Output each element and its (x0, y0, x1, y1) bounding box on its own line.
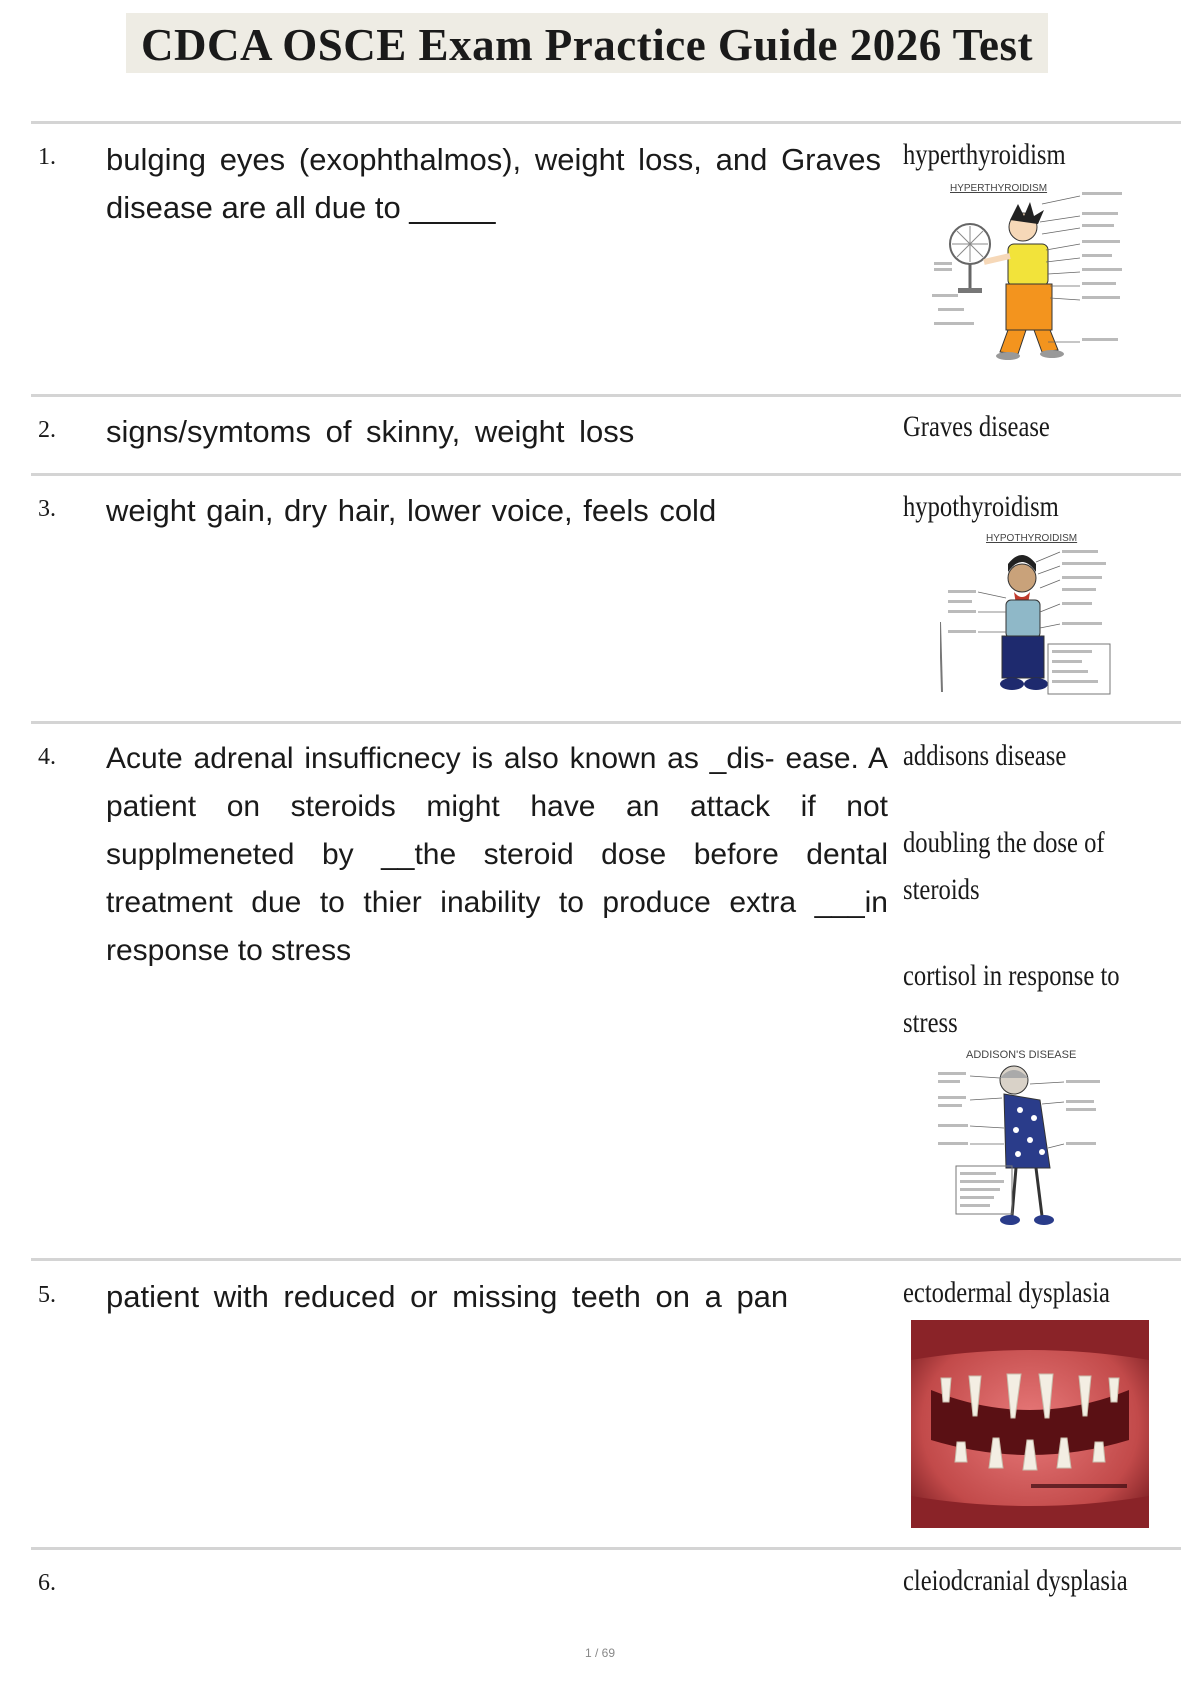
question-text: signs/symtoms of skinny, weight loss (106, 414, 635, 449)
divider (31, 473, 1181, 476)
answer-text: Graves disease (903, 410, 1050, 443)
item-number: 4. (38, 744, 56, 770)
page-indicator: 1 / 69 (584, 1646, 616, 1660)
divider (31, 1547, 1181, 1550)
figure-caption: HYPOTHYROIDISM (986, 533, 1078, 544)
divider (31, 1258, 1181, 1261)
answer-text: cortisol in response to (903, 959, 1120, 992)
item-number: 2. (38, 417, 56, 443)
answer-text: steroids (903, 873, 980, 906)
item-number: 3. (38, 496, 56, 522)
figure-caption: ADDISON'S DISEASE (966, 1049, 1077, 1061)
answer-text: ectodermal dysplasia (903, 1276, 1110, 1309)
divider (31, 121, 1181, 124)
answer-text: hyperthyroidism (903, 138, 1066, 171)
dental-photo-icon (911, 1320, 1149, 1528)
title-band (126, 13, 1048, 73)
item-number: 5. (38, 1282, 56, 1308)
divider (31, 394, 1181, 397)
answer-text: doubling the dose of (903, 826, 1105, 859)
page-title: CDCA OSCE Exam Practice Guide 2026 Test (141, 20, 1033, 70)
divider (31, 721, 1181, 724)
answer-text: cleiodcranial dysplasia (903, 1564, 1128, 1597)
hypothyroidism-figure-icon (940, 532, 1120, 702)
answer-text: stress (903, 1006, 958, 1039)
question-text: patient with reduced or missing teeth on a pan (106, 1279, 789, 1314)
answer-text: hypothyroidism (903, 490, 1059, 523)
answer-text: addisons disease (903, 739, 1067, 772)
item-number: 6. (38, 1570, 56, 1596)
addisons-figure-icon (930, 1048, 1130, 1238)
hyperthyroidism-figure-icon (930, 182, 1130, 372)
figure-caption: HYPERTHYROIDISM (950, 183, 1048, 194)
question-text: bulging eyes (exophthalmos), weight loss, and Graves disease are all due to _____ (106, 142, 881, 225)
item-number: 1. (38, 144, 56, 170)
question-text: weight gain, dry hair, lower voice, feels cold (106, 493, 717, 528)
question-text: Acute adrenal insufficnecy is also known as _dis- ease. A patient on steroids might have an attack if not supplmeneted by __the steroid dose before dental treatment due to thier inability to produce extra ___in response to stress (106, 742, 888, 967)
